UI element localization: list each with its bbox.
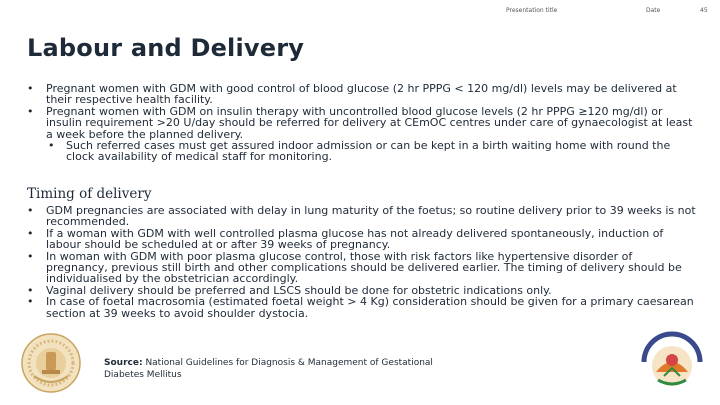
source-label: Source: [104, 358, 143, 368]
bullet-item: • GDM pregnancies are associated with delay in lung maturity of the foetus; so routine delivery prior to 39 weeks is not recommended. [27, 205, 697, 228]
source-note [104, 357, 434, 381]
bullet-item: • Vaginal delivery should be preferred and LSCS should be done for obstetric indications only. [27, 285, 697, 296]
state-emblem-icon [20, 332, 82, 394]
page-number: 45 [700, 7, 708, 14]
slide-title: Labour and Delivery [27, 34, 305, 62]
health-mission-logo-icon [636, 322, 708, 394]
bullet-item: • In woman with GDM with poor plasma glucose control, those with risk factors like hypertensive disorder of pregnancy, previous still birth and other complications should be delivered earlier. The timing of delivery should be individualised by the obstetrician accordingly. [27, 251, 697, 285]
sub-bullet-item: • Such referred cases must get assured indoor admission or can be kept in a birth waiting home with round the clock availability of medical staff for monitoring. [27, 140, 697, 163]
source-text: National Guidelines for Diagnosis & Management of Gestational Diabetes Mellitus [104, 358, 433, 380]
bullet-item: • Pregnant women with GDM with good control of blood glucose (2 hr PPPG < 120 mg/dl) levels may be delivered at their respective health facility. [27, 83, 697, 106]
labour-delivery-section [27, 83, 697, 163]
bullet-item: • Pregnant women with GDM on insulin therapy with uncontrolled blood glucose levels (2 hr PPPG ≥120 mg/dl) or insulin requirement >20 U/day should be referred for delivery at CEmOC centres under care of gynaecologist at least a week before the planned delivery. [27, 106, 697, 140]
presentation-title: Presentation title [506, 7, 558, 14]
section-heading: Timing of delivery [27, 186, 152, 202]
timing-section [27, 205, 697, 319]
bullet-item: • If a woman with GDM with well controlled plasma glucose has not already delivered spontaneously, induction of labour should be scheduled at or after 39 weeks of pregnancy. [27, 228, 697, 251]
slide-date: Date [646, 7, 661, 14]
bullet-item: • In case of foetal macrosomia (estimated foetal weight > 4 Kg) consideration should be given for a primary caesarean section at 39 weeks to avoid shoulder dystocia. [27, 296, 697, 319]
